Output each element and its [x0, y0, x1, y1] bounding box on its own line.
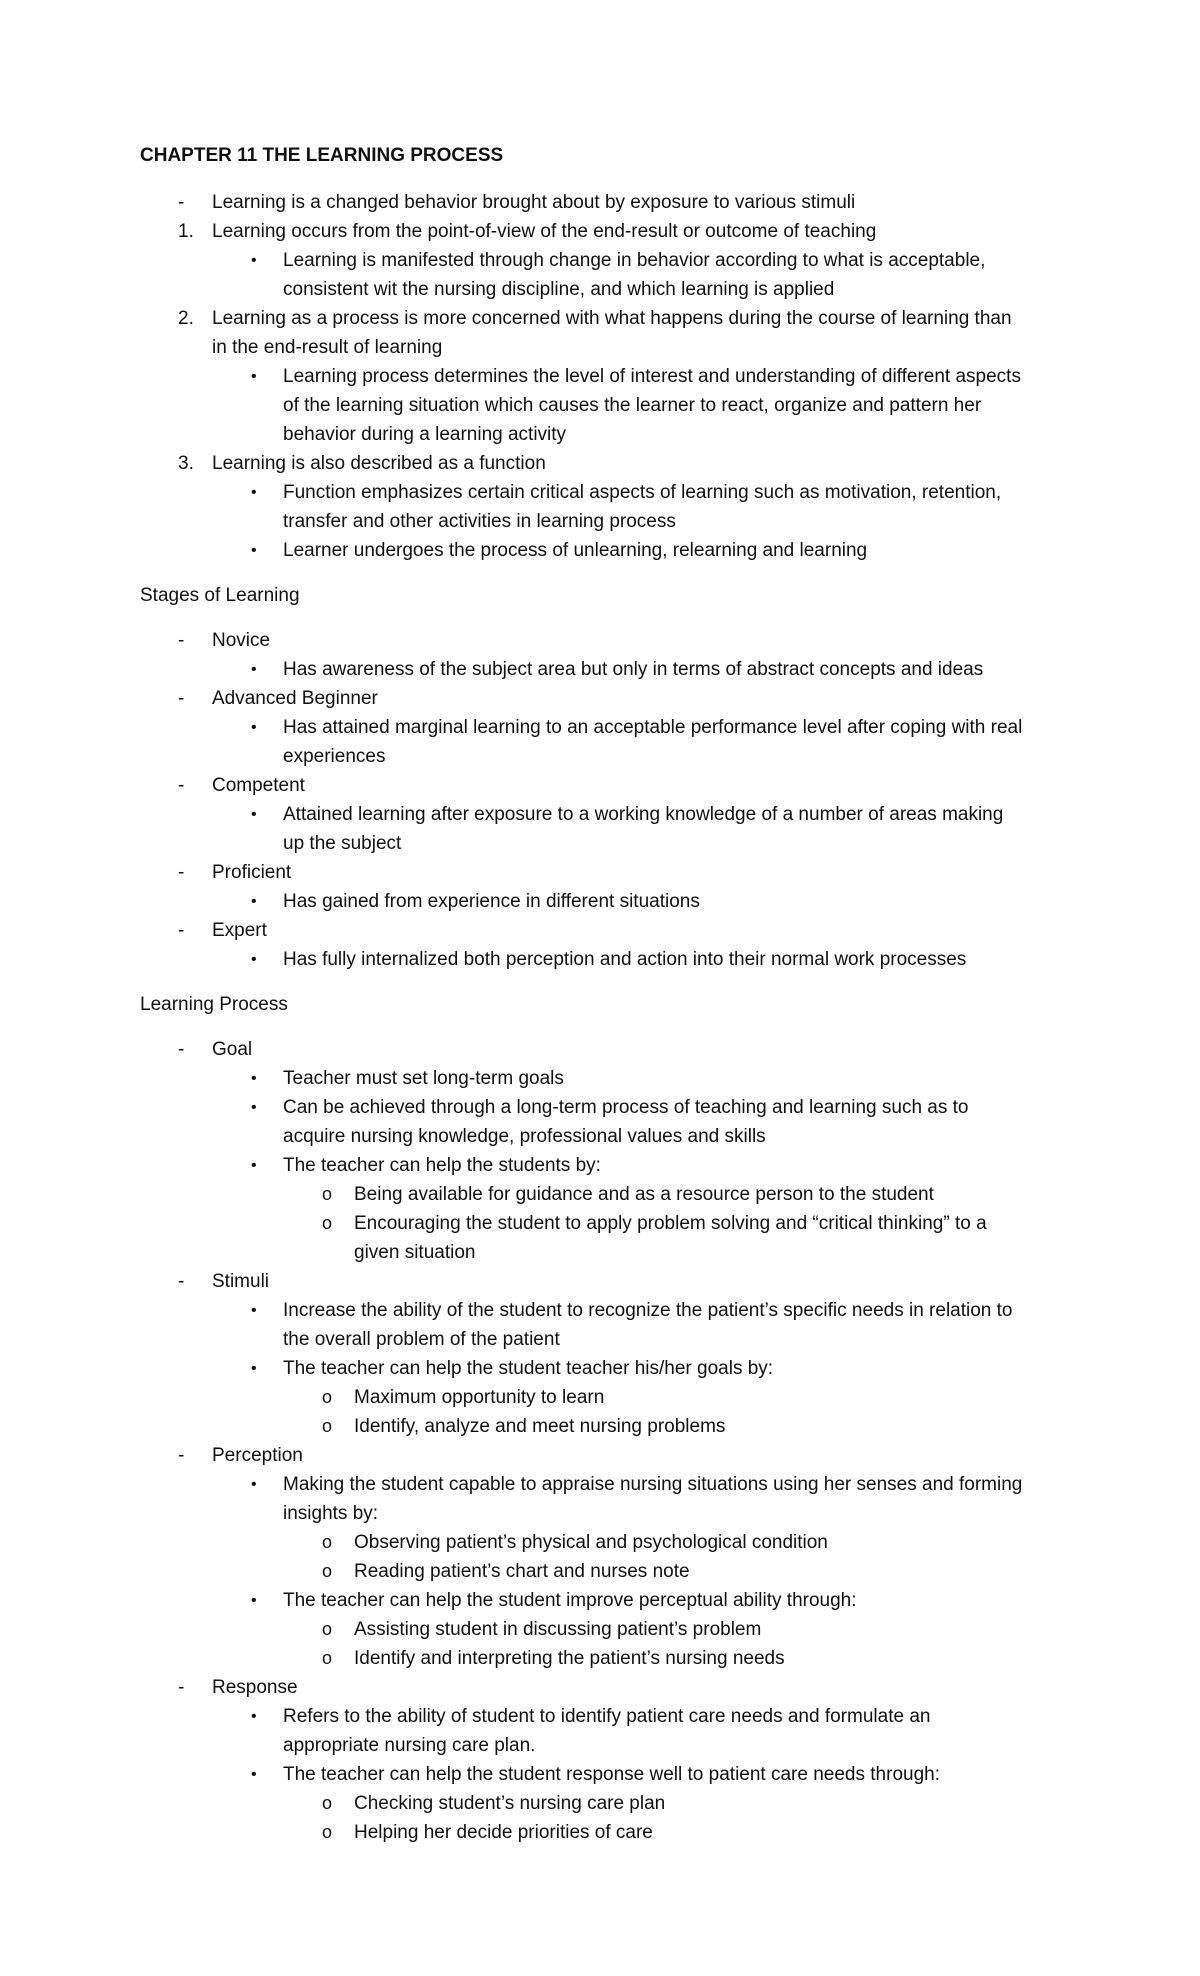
sub-item-marker: o	[322, 1416, 333, 1436]
bullet-item	[0, 713, 1200, 742]
sub-item-marker: o	[322, 1619, 333, 1639]
bullet-item-marker: •	[251, 1070, 257, 1087]
sub-item-text: Identify, analyze and meet nursing problems	[354, 1416, 726, 1437]
process-step-marker: -	[178, 1677, 185, 1698]
bullet-item-marker: •	[251, 542, 257, 559]
sub-item-marker: o	[322, 1822, 333, 1842]
sub-item	[0, 1615, 1200, 1644]
bullet-item-marker: •	[251, 1157, 257, 1174]
bullet-item-text: Has fully internalized both perception and action into their normal work processes	[283, 949, 967, 970]
numbered-item	[0, 217, 1200, 246]
stage-item	[0, 916, 1200, 945]
bullet-item	[0, 800, 1200, 829]
numbered-item-cont-text: in the end-result of learning	[212, 337, 443, 358]
bullet-item-text: Increase the ability of the student to recognize the patient’s specific needs in relation to	[283, 1300, 1013, 1321]
bullet-item-text: Has gained from experience in different situations	[283, 891, 700, 912]
sub-item-marker: o	[322, 1793, 333, 1813]
process-step	[0, 1035, 1200, 1064]
sub-item-cont	[0, 1238, 1200, 1267]
process-step-text: Response	[212, 1677, 298, 1698]
section-heading-stages: Stages of Learning	[140, 585, 300, 606]
sub-item	[0, 1209, 1200, 1238]
bullet-item	[0, 655, 1200, 684]
sub-item-text: Reading patient’s chart and nurses note	[354, 1561, 690, 1582]
bullet-item	[0, 478, 1200, 507]
bullet-item	[0, 1702, 1200, 1731]
numbered-item-marker: 3.	[178, 453, 194, 474]
process-step-text: Goal	[212, 1039, 253, 1060]
sub-item	[0, 1383, 1200, 1412]
stage-item-marker: -	[178, 630, 185, 651]
bullet-item-marker: •	[251, 806, 257, 823]
bullet-item-marker: •	[251, 1766, 257, 1783]
bullet-item-cont-text: acquire nursing knowledge, professional values and skills	[283, 1126, 766, 1147]
stage-item-marker: -	[178, 920, 185, 941]
bullet-item-cont-text: insights by:	[283, 1503, 379, 1524]
bullet-item-text: Has attained marginal learning to an acceptable performance level after coping with real	[283, 717, 1023, 738]
bullet-item-text: The teacher can help the student improve perceptual ability through:	[283, 1590, 857, 1611]
bullet-item-marker: •	[251, 252, 257, 269]
sub-item-marker: o	[322, 1648, 333, 1668]
sub-item	[0, 1818, 1200, 1847]
stage-item	[0, 858, 1200, 887]
bullet-item-marker: •	[251, 1476, 257, 1493]
bullet-item-marker: •	[251, 719, 257, 736]
sub-item-text: Maximum opportunity to learn	[354, 1387, 605, 1408]
bullet-item-cont	[0, 742, 1200, 771]
bullet-item-text: The teacher can help the students by:	[283, 1155, 601, 1176]
stage-item-text: Competent	[212, 775, 305, 796]
stage-item-text: Advanced Beginner	[212, 688, 378, 709]
bullet-item-marker: •	[251, 661, 257, 678]
process-step-marker: -	[178, 1445, 185, 1466]
bullet-item-marker: •	[251, 1360, 257, 1377]
bullet-item-text: Can be achieved through a long-term process of teaching and learning such as to	[283, 1097, 969, 1118]
stage-item-marker: -	[178, 688, 185, 709]
bullet-item-cont	[0, 1731, 1200, 1760]
sub-item-text: Being available for guidance and as a resource person to the student	[354, 1184, 934, 1205]
bullet-item-text: Learning process determines the level of interest and understanding of different aspects	[283, 366, 1021, 387]
section-heading-process: Learning Process	[140, 994, 288, 1015]
bullet-item	[0, 1093, 1200, 1122]
bullet-item-cont	[0, 1122, 1200, 1151]
bullet-item-cont	[0, 420, 1200, 449]
sub-item-text: Helping her decide priorities of care	[354, 1822, 653, 1843]
intro-line-text: Learning is a changed behavior brought about by exposure to various stimuli	[212, 192, 856, 213]
process-step	[0, 1267, 1200, 1296]
bullet-item-marker: •	[251, 893, 257, 910]
bullet-item-cont	[0, 1325, 1200, 1354]
sub-item-marker: o	[322, 1184, 333, 1204]
bullet-item-marker: •	[251, 484, 257, 501]
bullet-item-marker: •	[251, 1302, 257, 1319]
sub-item-text: Encouraging the student to apply problem solving and “critical thinking” to a	[354, 1213, 987, 1234]
bullet-item	[0, 1586, 1200, 1615]
bullet-item-cont	[0, 829, 1200, 858]
bullet-item-cont	[0, 391, 1200, 420]
bullet-item-text: Refers to the ability of student to identify patient care needs and formulate an	[283, 1706, 931, 1727]
sub-item-marker: o	[322, 1532, 333, 1552]
sub-item-marker: o	[322, 1387, 333, 1407]
sub-item-marker: o	[322, 1561, 333, 1581]
bullet-item-cont	[0, 275, 1200, 304]
stage-item-marker: -	[178, 862, 185, 883]
bullet-item-cont-text: appropriate nursing care plan.	[283, 1735, 536, 1756]
bullet-item-cont	[0, 507, 1200, 536]
numbered-item-marker: 1.	[178, 221, 194, 242]
stage-item	[0, 626, 1200, 655]
bullet-item	[0, 536, 1200, 565]
bullet-item	[0, 1470, 1200, 1499]
process-step-marker: -	[178, 1039, 185, 1060]
bullet-item-marker: •	[251, 1708, 257, 1725]
bullet-item-text: Function emphasizes certain critical aspects of learning such as motivation, retention,	[283, 482, 1002, 503]
bullet-item	[0, 1151, 1200, 1180]
bullet-item-cont-text: up the subject	[283, 833, 402, 854]
bullet-item-text: Learner undergoes the process of unlearning, relearning and learning	[283, 540, 868, 561]
bullet-item	[0, 362, 1200, 391]
sub-item	[0, 1557, 1200, 1586]
bullet-item	[0, 246, 1200, 275]
stage-item	[0, 684, 1200, 713]
numbered-item-text: Learning is also described as a function	[212, 453, 546, 474]
bullet-item	[0, 1296, 1200, 1325]
bullet-item	[0, 945, 1200, 974]
process-step-text: Perception	[212, 1445, 303, 1466]
bullet-item-text: The teacher can help the student response well to patient care needs through:	[283, 1764, 940, 1785]
bullet-item-cont-text: behavior during a learning activity	[283, 424, 567, 445]
bullet-item-text: Attained learning after exposure to a working knowledge of a number of areas making	[283, 804, 1004, 825]
bullet-item	[0, 1064, 1200, 1093]
bullet-item-text: Has awareness of the subject area but only in terms of abstract concepts and ideas	[283, 659, 984, 680]
bullet-item-cont-text: of the learning situation which causes the learner to react, organize and pattern her	[283, 395, 982, 416]
bullet-item-text: Teacher must set long-term goals	[283, 1068, 564, 1089]
sub-item-text: Assisting student in discussing patient’s problem	[354, 1619, 762, 1640]
bullet-item-marker: •	[251, 951, 257, 968]
sub-item	[0, 1180, 1200, 1209]
sub-item-text: Identify and interpreting the patient’s nursing needs	[354, 1648, 785, 1669]
numbered-item-marker: 2.	[178, 308, 194, 329]
bullet-item-cont-text: experiences	[283, 746, 386, 767]
sub-item-marker: o	[322, 1213, 333, 1233]
bullet-item-text: Learning is manifested through change in behavior according to what is acceptable,	[283, 250, 986, 271]
bullet-item-cont-text: consistent wit the nursing discipline, and which learning is applied	[283, 279, 835, 300]
stage-item-text: Proficient	[212, 862, 292, 883]
bullet-item	[0, 1354, 1200, 1383]
bullet-item	[0, 1760, 1200, 1789]
sub-item-cont-text: given situation	[354, 1242, 476, 1263]
bullet-item-marker: •	[251, 1099, 257, 1116]
bullet-item-cont-text: transfer and other activities in learning process	[283, 511, 676, 532]
bullet-item-text: Making the student capable to appraise nursing situations using her senses and forming	[283, 1474, 1023, 1495]
chapter-title: CHAPTER 11 THE LEARNING PROCESS	[140, 145, 504, 166]
sub-item	[0, 1528, 1200, 1557]
numbered-item-text: Learning as a process is more concerned with what happens during the course of learning than	[212, 308, 1012, 329]
sub-item	[0, 1412, 1200, 1441]
sub-item-text: Observing patient’s physical and psychological condition	[354, 1532, 828, 1553]
bullet-item-cont	[0, 1499, 1200, 1528]
process-step	[0, 1441, 1200, 1470]
intro-line-marker: -	[178, 192, 185, 213]
stage-item-text: Novice	[212, 630, 271, 651]
numbered-item	[0, 449, 1200, 478]
stage-item	[0, 771, 1200, 800]
numbered-item	[0, 304, 1200, 333]
stage-item-text: Expert	[212, 920, 267, 941]
process-step-text: Stimuli	[212, 1271, 270, 1292]
stage-item-marker: -	[178, 775, 185, 796]
process-step-marker: -	[178, 1271, 185, 1292]
process-step	[0, 1673, 1200, 1702]
sub-item	[0, 1644, 1200, 1673]
document-body	[0, 172, 1200, 1847]
bullet-item-marker: •	[251, 1592, 257, 1609]
numbered-item-text: Learning occurs from the point-of-view of the end-result or outcome of teaching	[212, 221, 877, 242]
intro-line	[0, 188, 1200, 217]
sub-item	[0, 1789, 1200, 1818]
bullet-item-marker: •	[251, 368, 257, 385]
numbered-item-cont	[0, 333, 1200, 362]
bullet-item-cont-text: the overall problem of the patient	[283, 1329, 560, 1350]
bullet-item	[0, 887, 1200, 916]
bullet-item-text: The teacher can help the student teacher his/her goals by:	[283, 1358, 774, 1379]
sub-item-text: Checking student’s nursing care plan	[354, 1793, 666, 1814]
